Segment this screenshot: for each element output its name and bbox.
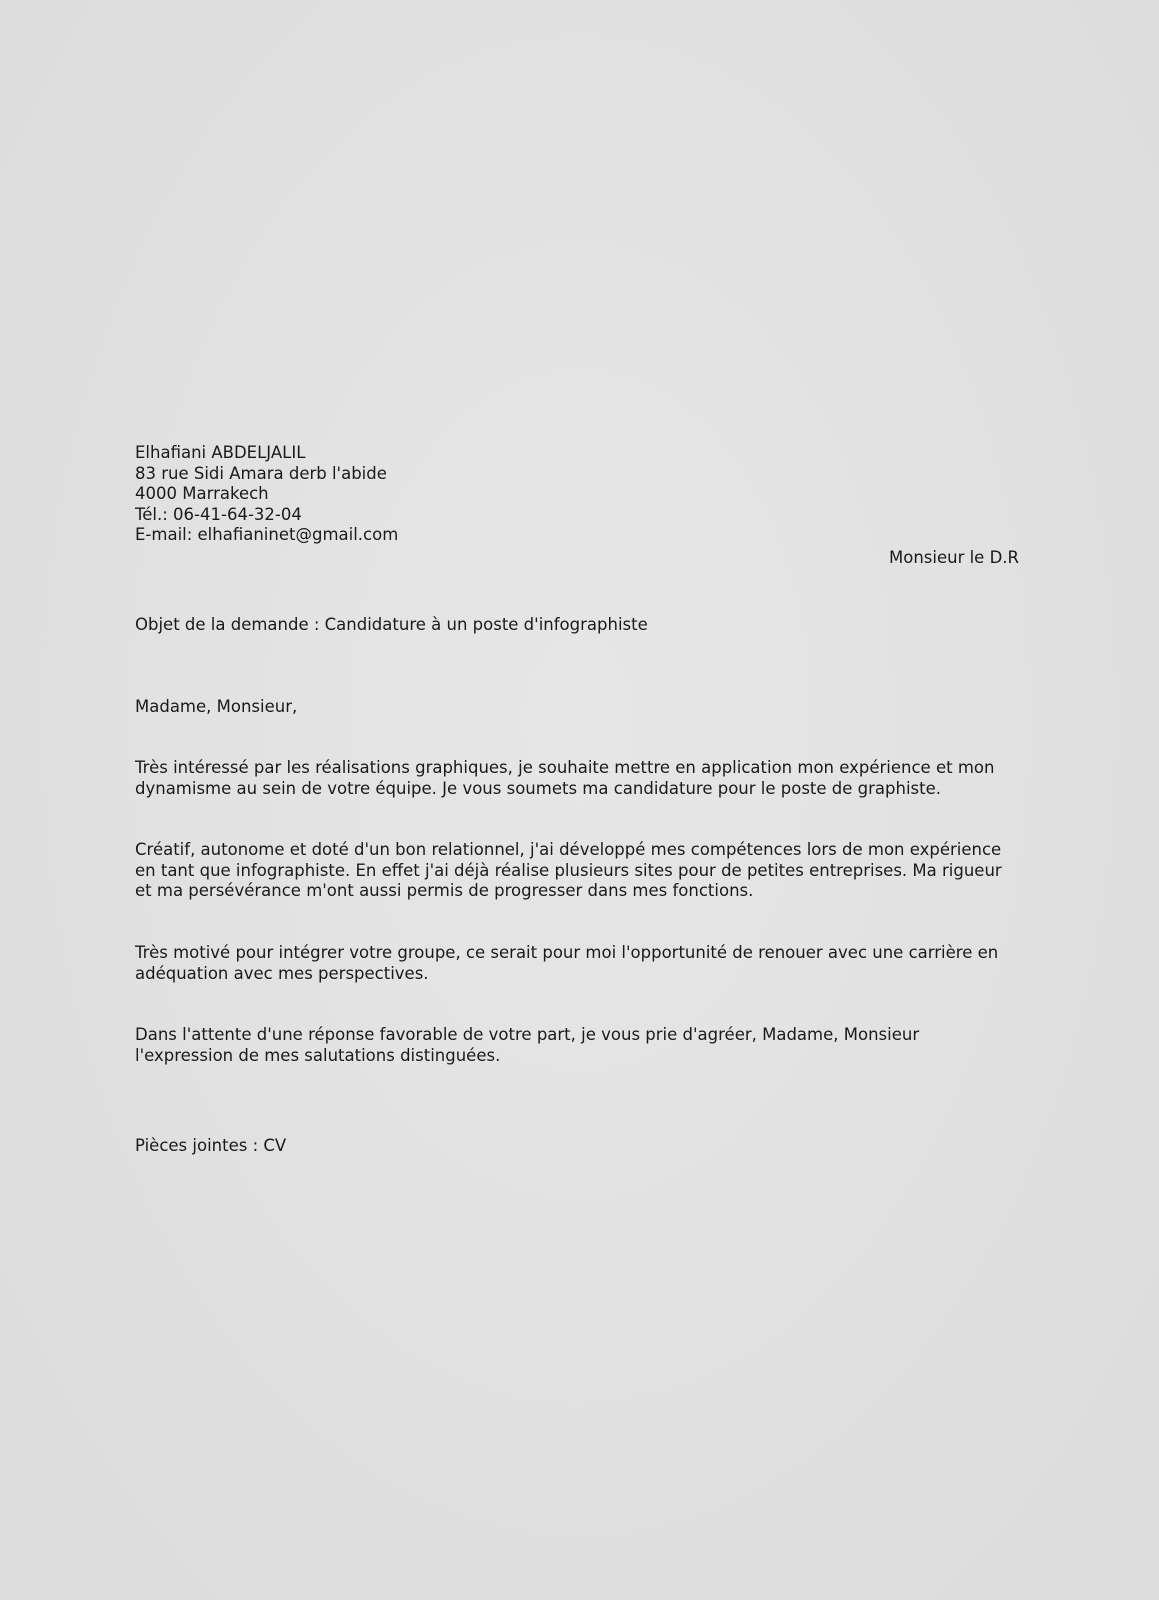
recipient: Monsieur le D.R [888, 548, 1019, 567]
sender-name: Elhafiani ABDELJALIL [135, 443, 306, 462]
attachments-line: Pièces jointes : CV [135, 1136, 287, 1155]
salutation: Madame, Monsieur, [135, 697, 298, 716]
paragraph [135, 758, 1040, 799]
sender-address: 83 rue Sidi Amara derb l'abide [135, 463, 387, 483]
paragraph-line: dynamisme au sein de votre équipe. Je vous soumets ma candidature pour le poste de graphiste. [135, 778, 942, 798]
paragraph [135, 943, 1040, 984]
sender-block [135, 443, 735, 546]
paragraph-line: en tant que infographiste. En effet j'ai déjà réalise plusieurs sites pour de petites entreprises. Ma rigueur [135, 860, 1002, 880]
sender-city: 4000 Marrakech [135, 484, 269, 503]
paragraph-line: Dans l'attente d'une réponse favorable de votre part, je vous prie d'agréer, Madame, Monsieur [135, 1025, 920, 1044]
paragraph-line: Très intéressé par les réalisations graphiques, je souhaite mettre en application mon expérience et mon [135, 758, 995, 777]
paragraph-line: adéquation avec mes perspectives. [135, 963, 429, 983]
paragraph-line: Très motivé pour intégrer votre groupe, ce serait pour moi l'opportunité de renouer avec une carrière en [135, 943, 999, 962]
sender-email: E-mail: elhafianinet@gmail.com [135, 525, 399, 544]
subject-line: Objet de la demande : Candidature à un poste d'infographiste [135, 615, 648, 634]
paragraph [135, 1025, 1040, 1066]
paragraph-line: et ma persévérance m'ont aussi permis de progresser dans mes fonctions. [135, 881, 754, 900]
paragraph-line: Créatif, autonome et doté d'un bon relationnel, j'ai développé mes compétences lors de mon expérience [135, 840, 1002, 859]
sender-phone: Tél.: 06-41-64-32-04 [135, 504, 302, 524]
paragraph-line: l'expression de mes salutations distinguées. [135, 1045, 501, 1065]
paragraph [135, 840, 1040, 902]
